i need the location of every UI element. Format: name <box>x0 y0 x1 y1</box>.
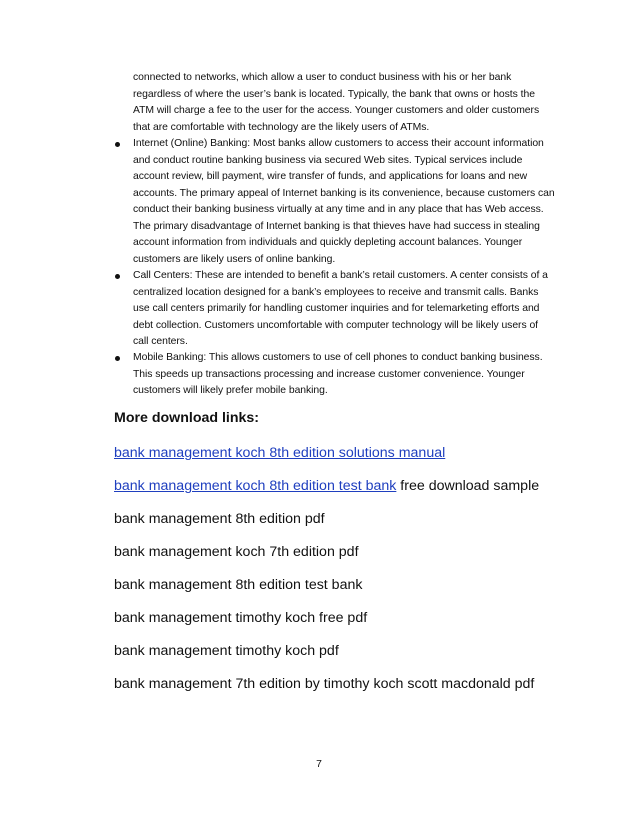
download-text-row: bank management 7th edition by timothy koch scott macdonald pdf <box>114 676 535 692</box>
download-link-row <box>114 443 445 463</box>
link-suffix: free download sample <box>396 478 540 494</box>
text-line: call centers. <box>133 336 188 347</box>
text-line: Call Centers: These are intended to benefit a bank’s retail customers. A center consists of a <box>133 270 548 281</box>
text-line: centralized location designed for a bank’s employees to receive and transmit calls. Banks <box>133 286 539 298</box>
download-text-row: bank management timothy koch pdf <box>114 643 339 659</box>
text-line: conduct their banking business virtually at any time and in any place that has Web access. <box>133 204 544 215</box>
text-line: account information from individuals and quickly depleting account balances. Younger <box>133 237 523 248</box>
text-line: regardless of where the user’s bank is located. Typically, the bank that owns or hosts the <box>133 88 535 100</box>
download-text-row: bank management koch 7th edition pdf <box>114 544 359 560</box>
text-line: use call centers primarily for handling customer inquiries and for telemarketing efforts and <box>133 303 540 314</box>
solutions-manual-link[interactable]: bank management koch 8th edition solutions manual <box>114 445 446 461</box>
bullet-text <box>133 350 573 400</box>
download-link-row <box>114 476 539 496</box>
text-line: ATM will charge a fee to the user for the access. Younger customers and older customers <box>133 105 540 116</box>
test-bank-link[interactable]: bank management koch 8th edition test bank <box>114 478 397 494</box>
more-download-links-heading: More download links: <box>114 410 260 426</box>
text-line: debt collection. Customers uncomfortable with computer technology will be likely users of <box>133 319 539 331</box>
text-line: connected to networks, which allow a user to conduct business with his or her bank <box>133 72 512 83</box>
bullet-dot-icon <box>115 356 120 361</box>
text-line: that are comfortable with technology are the likely users of ATMs. <box>133 121 430 133</box>
download-text-row: bank management 8th edition pdf <box>114 511 325 527</box>
download-text-row: bank management 8th edition test bank <box>114 577 363 593</box>
bullet-text <box>133 136 573 268</box>
text-line: and conduct routine banking business via secured Web sites. Typical services include <box>133 154 523 166</box>
text-line: customers will likely prefer mobile banking. <box>133 385 328 396</box>
text-line: The primary disadvantage of Internet banking is that thieves have had success in stealing <box>133 220 540 232</box>
bullet-dot-icon <box>115 274 120 279</box>
bullet-dot-icon <box>115 142 120 147</box>
text-line: customers are likely users of online banking. <box>133 253 336 265</box>
text-line: This speeds up transactions processing and increase customer convenience. Younger <box>133 368 525 380</box>
bullet-text <box>133 268 573 351</box>
page-number: 7 <box>316 759 322 770</box>
text-line: Mobile Banking: This allows customers to use of cell phones to conduct banking business. <box>133 352 543 363</box>
text-line: accounts. The primary appeal of Internet banking is its convenience, because customers can <box>133 187 555 199</box>
atm-paragraph-continuation <box>133 70 573 136</box>
download-text-row: bank management timothy koch free pdf <box>114 610 368 626</box>
text-line: account review, bill payment, wire transfer of funds, and applications for loans and new <box>133 171 528 182</box>
text-line: Internet (Online) Banking: Most banks allow customers to access their account information <box>133 138 544 149</box>
